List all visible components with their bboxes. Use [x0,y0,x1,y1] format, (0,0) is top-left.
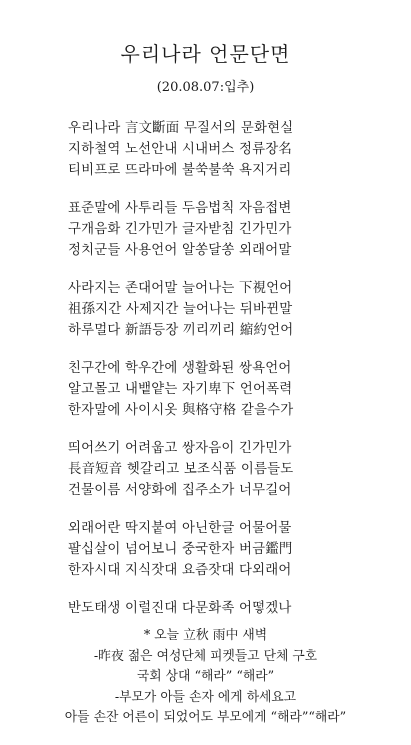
poem-line: 한자말에 사이시옷 與格守格 같을수가 [68,403,294,418]
poem-line: 長音短音 헷갈리고 보조식품 이름들도 [68,462,294,477]
poem-line: 알고몰고 내뱉얕는 자기卑下 언어폭력 [68,382,293,397]
poem-line: 祖孫지간 사제지간 늘어나는 뒤바뀐말 [68,302,293,317]
stanza-6 [68,518,368,581]
note-line: 아들 손잔 어른이 되었어도 부모에게 “해라”“해라” [64,710,347,725]
poem-line: 사라지는 존대어말 늘어나는 下視언어 [68,281,293,296]
stanza-2 [68,198,368,261]
note-line: -昨夜 젊은 여성단체 피켓들고 단체 구호 [93,648,318,664]
poem-line: 띄어쓰기 어려웁고 쌍자음이 긴가민가 [68,441,292,456]
poem-line: 표준말에 사투리들 두음법칙 자음접변 [68,201,292,216]
note-line: -부모가 아들 손자 에게 하세요고 [114,689,297,705]
poem-line: 반도태생 이럴진대 다문화족 어떻겠나 [68,601,292,616]
poem-body [68,118,368,636]
stanza-4 [68,358,368,421]
poem-line: 팔십살이 넘어보니 중국한자 버금鑑門 [68,542,293,557]
note-line: * 오늘 立秋 雨中 새벽 [143,628,268,643]
stanza-1 [68,118,368,181]
document-title: 우리나라 언문단면 [120,42,291,66]
footnotes [0,626,411,729]
poem-line: 건물이름 서양화에 집주소가 너무길어 [68,483,292,498]
poem-line: 친구간에 학우간에 생활화된 쌍욕언어 [68,361,292,376]
poem-line: 하루멀다 新語등장 끼리끼리 縮約언어 [68,323,294,338]
poem-line: 지하철역 노선안내 시내버스 정류장名 [68,142,292,157]
poem-line: 티비프로 뜨라마에 불쑥불쑥 욕지거리 [68,163,292,178]
stanza-3 [68,278,368,341]
document-date: (20.08.07:입추) [156,80,255,95]
poem-line: 구개음화 긴가민가 글자받침 긴가민가 [68,222,292,237]
stanza-5 [68,438,368,501]
poem-line: 우리나라 言文斷面 무질서의 문화현실 [68,121,294,136]
note-line: 국회 상대 “해라” “해라” [136,669,275,684]
poem-line: 외래어란 딱지붙여 아닌한글 어물어물 [68,521,292,536]
stanza-7 [68,598,368,619]
poem-line: 정치군들 사용언어 알쏭달쏭 외래어말 [68,243,292,258]
poem-line: 한자시대 지식잣대 요즘잣대 다외래어 [68,563,292,578]
